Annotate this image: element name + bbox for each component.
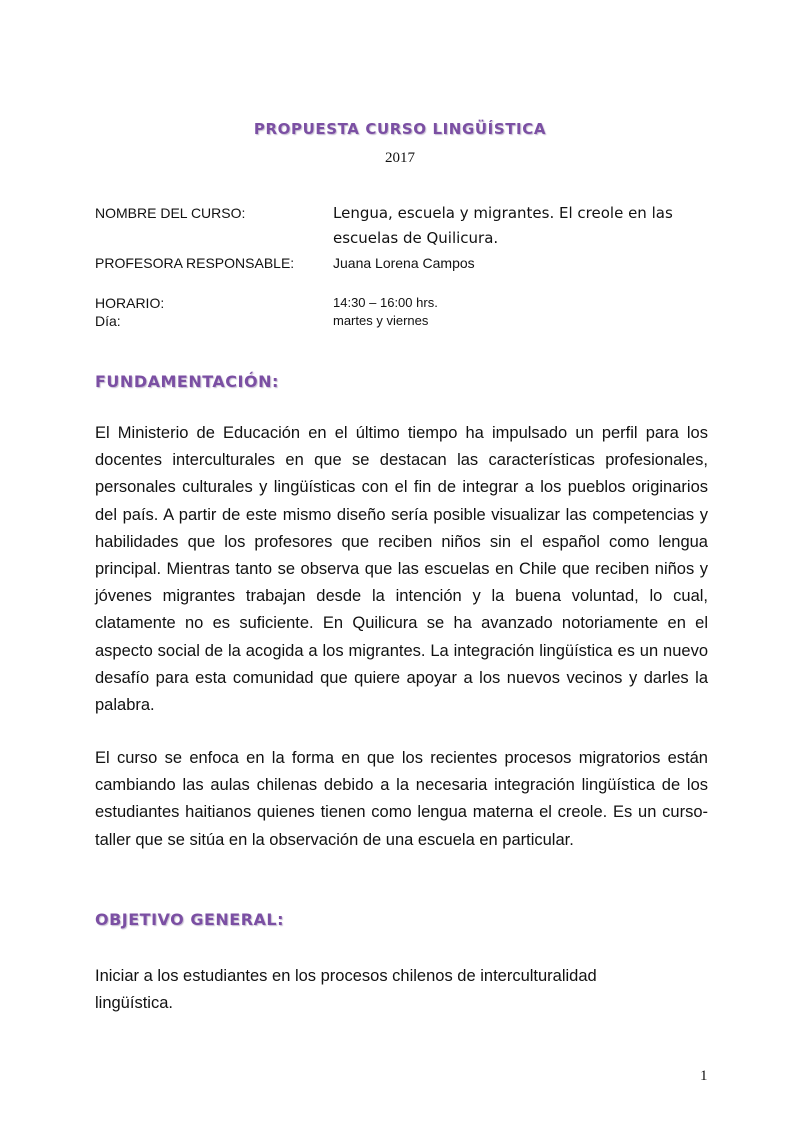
document-title: PROPUESTA CURSO LINGÜÍSTICA: [253, 120, 547, 138]
objetivo-heading: OBJETIVO GENERAL:: [95, 910, 284, 929]
professor-label: PROFESORA RESPONSABLE:: [95, 255, 295, 271]
course-name-value: Lengua, escuela y migrantes. El creole en las escuelas de Quilicura.: [333, 204, 673, 247]
fundamentacion-paragraph-2: El curso se enfoca en la forma en que los recientes procesos migratorios están cambiando las aulas chilenas debido a la necesaria integración lingüística de los estudiantes haitianos quienes tienen como lengua materna el creole. Es un curso-taller que se sitúa en la observación de una escuela en particular.: [95, 749, 708, 849]
professor-value: Juana Lorena Campos: [333, 255, 475, 271]
day-label: Día:: [95, 313, 121, 329]
fundamentacion-heading: FUNDAMENTACIÓN:: [95, 372, 279, 391]
page-number: 1: [700, 1068, 708, 1084]
objetivo-paragraph: Iniciar a los estudiantes en los procesos chilenos de interculturalidad lingüística.: [95, 967, 597, 1013]
schedule-value: 14:30 – 16:00 hrs.: [333, 295, 438, 310]
day-value: martes y viernes: [333, 313, 429, 328]
document-year: 2017: [385, 150, 415, 166]
schedule-label: HORARIO:: [95, 295, 165, 311]
course-name-label: NOMBRE DEL CURSO:: [95, 205, 246, 221]
fundamentacion-paragraph-1: El Ministerio de Educación en el último tiempo ha impulsado un perfil para los docentes interculturales en que se destacan las características profesionales, personales culturales y lingüísticas con el fin de integrar a los pueblos originarios del país. A partir de este mismo diseño sería posible visualizar las competencias y habilidades que los profesores que reciben niños sin el español como lengua principal. Mientras tanto se observa que las escuelas en Chile que reciben niños y jóvenes migrantes trabajan desde la intención y la buena voluntad, lo cual, clatamente no es suficiente. En Quilicura se ha avanzado notoriamente en el aspecto social de la acogida a los migrantes. La integración lingüística es un nuevo desafío para esta comunidad que quiere apoyar a los nuevos vecinos y darles la palabra.: [95, 424, 708, 715]
